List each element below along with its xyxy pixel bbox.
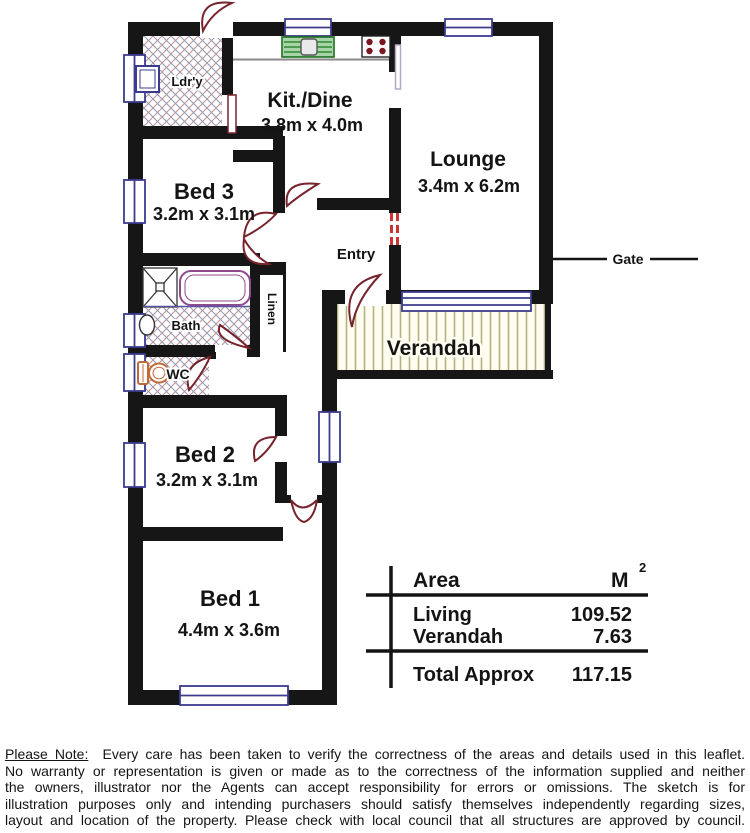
lounge-label: Lounge <box>430 148 506 171</box>
laundry-tub-icon <box>136 66 159 92</box>
wall-bed2-bed1 <box>128 527 283 541</box>
disclaimer-line: layout and location of the property. Please check with local council that all structures are approved by council. <box>5 812 745 829</box>
table-row-verandah-value: 7.63 <box>593 626 632 648</box>
disclaimer-line: illustration purposes only and intending purchasers should satisfy themselves independently regarding sizes, <box>5 795 745 812</box>
servery-line <box>396 45 401 89</box>
wall-bed2-east-upper <box>275 395 287 436</box>
wall-lounge-west-lower <box>389 245 401 304</box>
window-bed3-west <box>124 180 145 223</box>
verandah-label: Verandah <box>386 337 482 360</box>
kitchen-label: Kit./Dine <box>267 89 353 112</box>
window-bed1-south <box>180 686 288 705</box>
wall-lounge-west-mid <box>389 108 401 213</box>
table-total-value: 117.15 <box>571 664 632 686</box>
wall-bed3-bath <box>128 253 250 266</box>
bed2-door-arc <box>254 437 276 461</box>
linen-door-line <box>283 266 286 352</box>
window-kitchen-north <box>285 19 331 36</box>
please-note-label: Please Note: <box>5 746 89 762</box>
laundry-door-leaf <box>228 95 236 133</box>
table-header-unit: M <box>611 569 629 592</box>
bed2-label: Bed 2 <box>175 442 235 467</box>
disclaimer-line-1: Every care has been taken to verify the correctness of the areas and details used in this leaflet. <box>102 746 746 762</box>
table-header-area: Area <box>413 569 460 592</box>
disclaimer-line: the owners, illustrator nor the Agents can accept responsibility for errors or omissions. The sketch is for <box>5 779 745 796</box>
cooktop-icon <box>362 36 390 57</box>
bed1-label: Bed 1 <box>200 586 260 611</box>
kitchen-sink-icon <box>282 37 334 57</box>
wall-wc-bed2 <box>128 395 287 408</box>
linen-label: Linen <box>265 293 279 325</box>
table-header-unit-sup: 2 <box>639 560 647 575</box>
wall-bed3-east <box>273 136 285 213</box>
window-hall-east <box>319 412 340 462</box>
vanity-basin-icon <box>140 315 155 335</box>
wc-label: WC <box>166 366 190 382</box>
gate-indicator <box>553 251 698 267</box>
lounge-dims: 3.4m x 6.2m <box>417 176 521 196</box>
wall-laundry-bed3 <box>128 126 283 139</box>
disclaimer-text <box>5 746 745 829</box>
bed1-dims: 4.4m x 3.6m <box>177 620 281 640</box>
bed3-label: Bed 3 <box>174 179 234 204</box>
bed2-dims: 3.2m x 3.1m <box>155 470 259 490</box>
table-total-label: Total Approx <box>413 664 535 686</box>
entry-label: Entry <box>336 246 376 263</box>
kitchen-door-arc <box>287 183 318 206</box>
bath-label: Bath <box>171 318 201 333</box>
area-table <box>366 560 648 688</box>
disclaimer-line: No warranty or representation is given or made as to the correctness of the information supplied and neither <box>5 762 745 779</box>
gate-label: Gate <box>612 251 644 267</box>
wall-linen-west <box>250 253 260 352</box>
bathtub-icon <box>180 271 250 305</box>
bed1-door-arc <box>291 500 317 522</box>
bed3-dims: 3.2m x 3.1m <box>152 204 256 224</box>
wall-kitchen-south <box>317 198 389 210</box>
window-bed2-west <box>124 443 145 487</box>
window-lounge-south-slider <box>402 292 531 311</box>
kitchen-dims: 3.8m x 4.0m <box>260 115 364 135</box>
shower-icon <box>143 268 177 307</box>
toilet-icon <box>138 362 169 384</box>
table-row-verandah-label: Verandah <box>413 626 504 648</box>
entry-lounge-opening-dashes <box>390 213 399 245</box>
table-row-living-value: 109.52 <box>570 604 632 626</box>
wall-bed3-robe <box>233 150 277 162</box>
disclaimer-line <box>5 746 745 763</box>
window-lounge-north <box>445 19 492 36</box>
wall-exterior-east-lounge <box>539 22 553 304</box>
table-row-living-label: Living <box>413 604 472 626</box>
wall-laundry-east <box>222 36 233 95</box>
laundry-label: Ldr'y <box>171 74 203 89</box>
